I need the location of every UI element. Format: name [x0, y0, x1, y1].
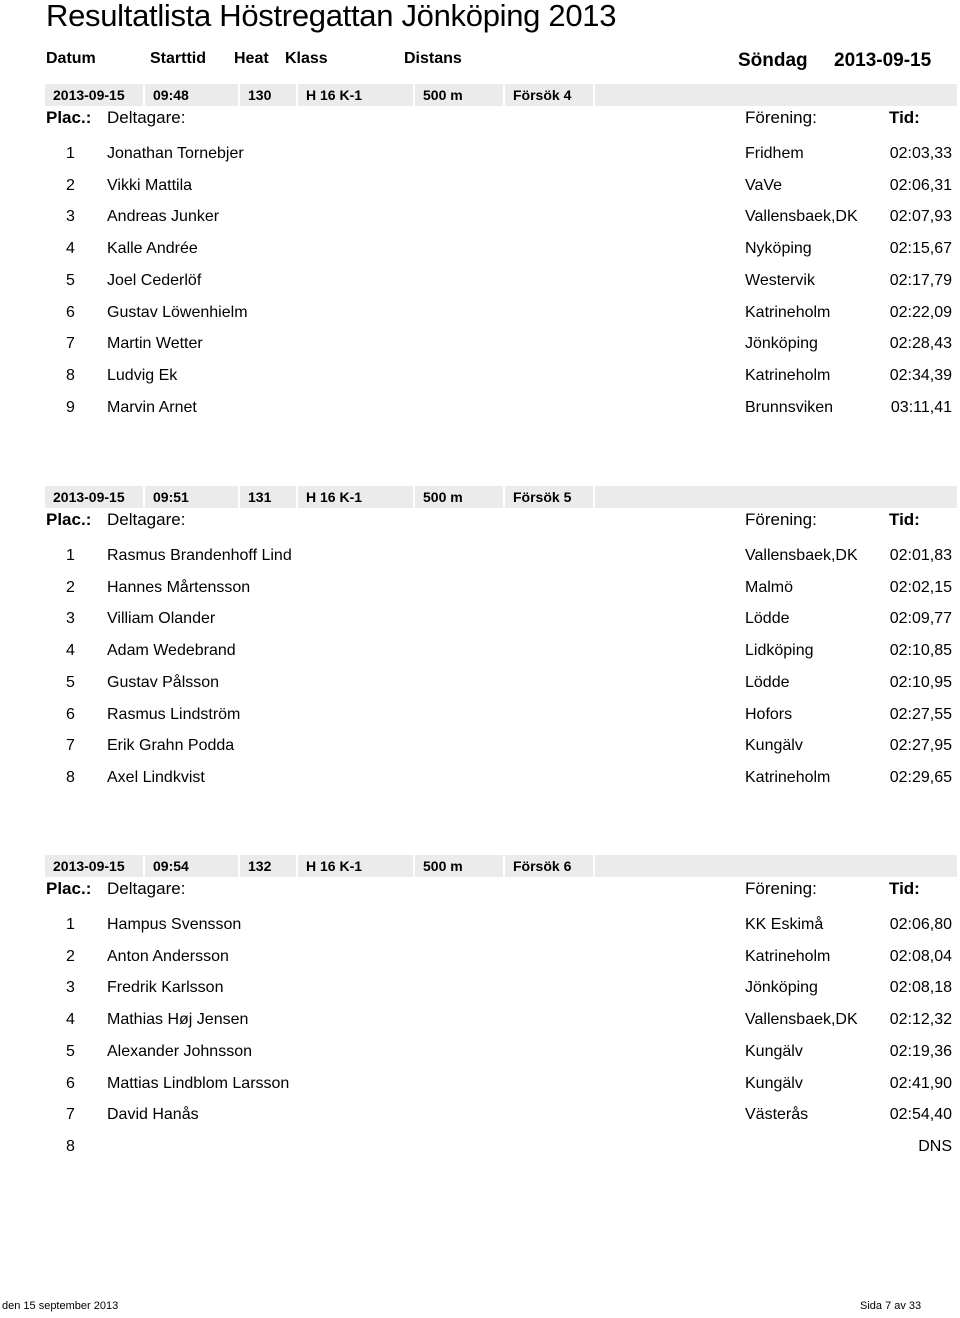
result-name: Rasmus Lindström	[107, 705, 241, 723]
heat-number	[240, 486, 298, 508]
header-deltagare: Deltagare:	[107, 879, 186, 898]
result-time: 02:19,36	[889, 1042, 952, 1060]
header-tid: Tid:	[889, 108, 920, 127]
result-time: 02:28,43	[889, 335, 952, 353]
result-club: Västerås	[745, 1106, 809, 1124]
result-club: Kungälv	[745, 1042, 803, 1060]
result-time: 02:03,33	[889, 145, 952, 162]
result-name: Marvin Arnet	[107, 398, 197, 416]
header-tid: Tid:	[889, 510, 920, 529]
result-time: 02:29,65	[889, 768, 952, 786]
header-forening: Förening:	[745, 879, 817, 898]
result-name: Erik Grahn Podda	[107, 737, 235, 755]
result-name: Mathias Høj Jensen	[107, 1011, 249, 1029]
heat-bar	[45, 855, 957, 877]
result-club: Jönköping	[745, 979, 818, 997]
heat-number-text: 132	[248, 858, 272, 874]
result-time: 02:15,67	[889, 240, 952, 258]
result-name: Kalle Andrée	[107, 240, 198, 258]
result-time: DNS	[918, 1137, 952, 1155]
result-club: Kungälv	[745, 737, 803, 755]
result-time: 02:06,80	[889, 916, 952, 933]
heat-start-text: 09:48	[153, 87, 189, 103]
result-row	[0, 1011, 960, 1033]
result-name: Vikki Mattila	[107, 176, 193, 194]
result-time: 02:34,39	[889, 366, 952, 384]
result-row	[0, 579, 960, 601]
result-row	[0, 610, 960, 632]
results-header	[0, 879, 960, 903]
result-row	[0, 1138, 960, 1160]
footer-page: Sida 7 av 33	[860, 1300, 922, 1312]
result-row	[0, 674, 960, 696]
result-place: 1	[66, 547, 75, 564]
date-label: 2013-09-15	[834, 50, 932, 71]
result-place: 2	[66, 176, 75, 194]
heat-round-text: Försök 6	[513, 858, 572, 874]
result-place: 8	[66, 366, 75, 384]
result-place: 5	[66, 271, 75, 289]
result-club: Jönköping	[745, 335, 818, 353]
result-row	[0, 208, 960, 230]
col-distans: Distans	[404, 50, 462, 67]
header-deltagare: Deltagare:	[107, 510, 186, 529]
result-time: 02:08,18	[889, 979, 952, 997]
result-club: Westervik	[745, 271, 815, 289]
result-name: Gustav Pålsson	[107, 673, 220, 691]
result-time: 02:09,77	[889, 610, 952, 628]
result-time: 02:54,40	[889, 1106, 952, 1124]
result-club: Fridhem	[745, 145, 804, 162]
result-place: 6	[66, 705, 75, 723]
result-time: 02:01,83	[889, 547, 952, 564]
heat-date-text: 2013-09-15	[53, 489, 125, 505]
result-row	[0, 547, 960, 569]
footer-date: den 15 september 2013	[2, 1300, 119, 1312]
heat-start-text: 09:54	[153, 858, 189, 874]
result-place: 2	[66, 947, 75, 965]
result-club: Katrineholm	[745, 303, 831, 321]
result-name: Martin Wetter	[107, 335, 203, 353]
col-klass: Klass	[285, 50, 328, 67]
result-club: Katrineholm	[745, 366, 831, 384]
result-name: Villiam Olander	[107, 610, 216, 628]
heat-number	[240, 84, 298, 106]
heat-start	[145, 855, 240, 877]
result-club: Katrineholm	[745, 768, 831, 786]
heat-number	[240, 855, 298, 877]
result-row	[0, 948, 960, 970]
header-plac: Plac.:	[46, 108, 92, 127]
result-club: Brunnsviken	[745, 398, 834, 416]
result-club: Lödde	[745, 673, 790, 691]
result-time: 02:22,09	[889, 303, 952, 321]
heat-start	[145, 84, 240, 106]
result-place: 5	[66, 673, 75, 691]
result-club: KK Eskimå	[745, 916, 824, 933]
result-row	[0, 916, 960, 938]
result-time: 02:27,95	[889, 737, 952, 755]
footer	[0, 1300, 960, 1316]
result-row	[0, 399, 960, 421]
result-name: Fredrik Karlsson	[107, 979, 224, 997]
heat-date	[45, 855, 145, 877]
heat-number-text: 131	[248, 489, 272, 505]
header-forening: Förening:	[745, 510, 817, 529]
header-plac: Plac.:	[46, 510, 92, 529]
result-club: Lödde	[745, 610, 790, 628]
result-name: Gustav Löwenhielm	[107, 303, 248, 321]
heat-class	[298, 486, 415, 508]
heat-number-text: 130	[248, 87, 272, 103]
result-name: Mattias Lindblom Larsson	[107, 1074, 290, 1092]
result-place: 2	[66, 578, 75, 596]
result-row	[0, 272, 960, 294]
day-label: Söndag	[738, 50, 808, 71]
result-name: Andreas Junker	[107, 208, 220, 226]
result-place: 3	[66, 979, 75, 997]
heat-round	[505, 84, 595, 106]
heat-class-text: H 16 K-1	[306, 87, 363, 103]
result-club: VaVe	[745, 176, 783, 194]
heat-distance	[415, 486, 505, 508]
header-deltagare: Deltagare:	[107, 108, 186, 127]
heat-bar	[45, 84, 957, 106]
result-time: 02:41,90	[889, 1074, 952, 1092]
result-row	[0, 642, 960, 664]
result-time: 03:11,41	[890, 398, 952, 416]
result-name: Axel Lindkvist	[107, 768, 205, 786]
result-name: Hampus Svensson	[107, 916, 242, 933]
heat-class-text: H 16 K-1	[306, 858, 363, 874]
result-name: David Hanås	[107, 1106, 199, 1124]
result-place: 4	[66, 1011, 75, 1029]
col-heat: Heat	[234, 50, 269, 67]
result-time: 02:02,15	[889, 578, 952, 596]
result-name: Anton Andersson	[107, 947, 229, 965]
col-datum: Datum	[46, 50, 96, 67]
result-name: Alexander Johnsson	[107, 1042, 252, 1060]
results-header	[0, 510, 960, 534]
result-club: Nyköping	[745, 240, 812, 258]
heat-date	[45, 486, 145, 508]
result-row	[0, 304, 960, 326]
result-name: Hannes Mårtensson	[107, 578, 251, 596]
result-place: 4	[66, 642, 75, 660]
heat-distance	[415, 855, 505, 877]
result-place: 7	[66, 1106, 75, 1124]
page-title: Resultatlista Höstregattan Jönköping 2013	[46, 0, 617, 33]
result-name: Ludvig Ek	[107, 366, 178, 384]
heat-date	[45, 84, 145, 106]
result-place: 7	[66, 335, 75, 353]
result-time: 02:10,85	[889, 642, 952, 660]
result-time: 02:07,93	[889, 208, 952, 226]
result-club: Vallensbaek,DK	[745, 547, 858, 564]
result-row	[0, 979, 960, 1001]
result-row	[0, 737, 960, 759]
results-header	[0, 108, 960, 132]
result-place: 3	[66, 610, 75, 628]
result-place: 5	[66, 1042, 75, 1060]
heat-class	[298, 855, 415, 877]
heat-round	[505, 486, 595, 508]
heat-date-text: 2013-09-15	[53, 87, 125, 103]
result-row	[0, 367, 960, 389]
result-name: Adam Wedebrand	[107, 642, 236, 660]
result-row	[0, 145, 960, 167]
column-headers	[0, 50, 960, 72]
result-club: Kungälv	[745, 1074, 803, 1092]
header-tid: Tid:	[889, 879, 920, 898]
header-forening: Förening:	[745, 108, 817, 127]
heat-round	[505, 855, 595, 877]
heat-distance	[415, 84, 505, 106]
result-place: 6	[66, 1074, 75, 1092]
result-place: 4	[66, 240, 75, 258]
result-time: 02:27,55	[889, 705, 952, 723]
heat-round-text: Försök 4	[513, 87, 572, 103]
heat-bar	[45, 486, 957, 508]
result-club: Lidköping	[745, 642, 814, 660]
result-club: Vallensbaek,DK	[745, 1011, 858, 1029]
result-place: 8	[66, 768, 75, 786]
header-plac: Plac.:	[46, 879, 92, 898]
result-time: 02:06,31	[889, 176, 952, 194]
result-club: Hofors	[745, 705, 793, 723]
result-place: 8	[66, 1137, 75, 1155]
result-club: Malmö	[745, 578, 794, 596]
result-time: 02:08,04	[889, 947, 952, 965]
heat-distance-text: 500 m	[423, 858, 463, 874]
result-name: Jonathan Tornebjer	[107, 145, 244, 162]
heat-class-text: H 16 K-1	[306, 489, 363, 505]
result-row	[0, 1043, 960, 1065]
result-place: 1	[66, 916, 75, 933]
result-row	[0, 335, 960, 357]
result-time: 02:17,79	[889, 271, 952, 289]
heat-date-text: 2013-09-15	[53, 858, 125, 874]
result-place: 3	[66, 208, 75, 226]
result-row	[0, 177, 960, 199]
result-name: Rasmus Brandenhoff Lind	[107, 547, 292, 564]
heat-start	[145, 486, 240, 508]
result-name: Joel Cederlöf	[107, 271, 202, 289]
result-row	[0, 1106, 960, 1128]
result-place: 6	[66, 303, 75, 321]
result-row	[0, 1075, 960, 1097]
heat-class	[298, 84, 415, 106]
heat-distance-text: 500 m	[423, 489, 463, 505]
result-row	[0, 769, 960, 791]
result-club: Vallensbaek,DK	[745, 208, 858, 226]
result-row	[0, 240, 960, 262]
result-place: 1	[66, 145, 75, 162]
col-starttid: Starttid	[150, 50, 206, 67]
heat-round-text: Försök 5	[513, 489, 572, 505]
heat-start-text: 09:51	[153, 489, 189, 505]
result-place: 7	[66, 737, 75, 755]
result-time: 02:10,95	[889, 673, 952, 691]
result-row	[0, 706, 960, 728]
heat-distance-text: 500 m	[423, 87, 463, 103]
result-place: 9	[66, 398, 75, 416]
result-club: Katrineholm	[745, 947, 831, 965]
result-time: 02:12,32	[889, 1011, 952, 1029]
